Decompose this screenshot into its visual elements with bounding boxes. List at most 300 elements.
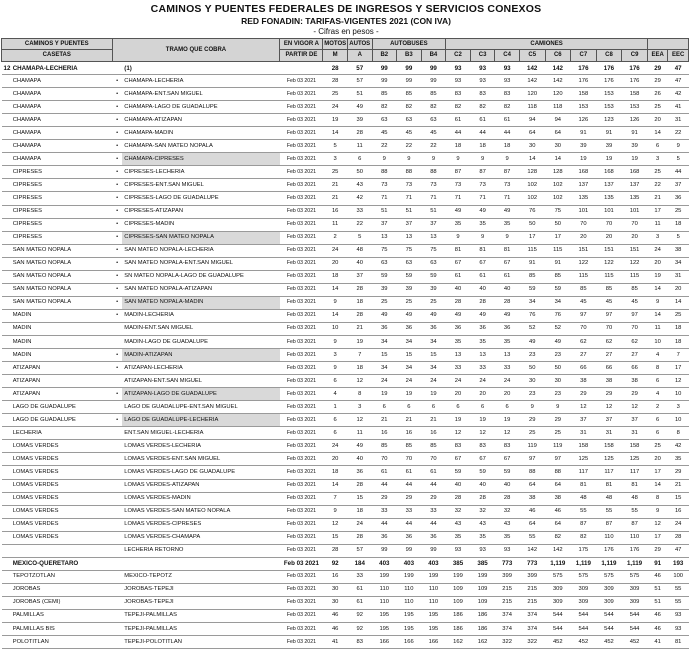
rate-a: 57 [347, 75, 372, 88]
rate-c7: 117 [571, 466, 597, 479]
rate-b2: 36 [372, 531, 397, 544]
rate-c3: 6 [470, 401, 495, 414]
rate-eea: 6 [647, 427, 667, 440]
rate-b4: 34 [421, 335, 446, 348]
header-c5: C5 [519, 50, 545, 62]
rate-eea: 25 [647, 440, 667, 453]
rate-b2: 166 [372, 636, 397, 649]
rate-a: 50 [347, 166, 372, 179]
row-mark [112, 505, 122, 518]
rate-m: 2 [323, 231, 348, 244]
rate-eec: 44 [668, 166, 689, 179]
rate-c6: 49 [545, 335, 571, 348]
caseta-name: JOROBAS (CEMI) [11, 596, 112, 609]
tramo-name: LOMAS VERDES-CIPRESES [122, 518, 280, 531]
row-number [2, 596, 11, 609]
effective-date: Feb 03 2021 [280, 283, 323, 296]
caseta-name: LOMAS VERDES [11, 453, 112, 466]
rate-eea: 11 [647, 322, 667, 335]
rate-c9: 70 [622, 218, 648, 231]
caseta-name: ATIZAPAN [11, 362, 112, 375]
table-row [2, 583, 689, 596]
rate-b3: 44 [397, 518, 422, 531]
rate-eea: 46 [647, 570, 667, 583]
rate-b2: 34 [372, 362, 397, 375]
row-number [2, 623, 11, 636]
row-number [2, 583, 11, 596]
rate-a: 83 [347, 636, 372, 649]
rate-eec: 29 [668, 466, 689, 479]
rate-m: 18 [323, 466, 348, 479]
caseta-name: CHAMAPA [11, 88, 112, 101]
caseta-name: SAN MATEO NOPALA [11, 244, 112, 257]
rate-c9: 101 [622, 205, 648, 218]
rate-c7: 31 [571, 427, 597, 440]
rate-a: 36 [347, 466, 372, 479]
rate-c6: 119 [545, 440, 571, 453]
rate-b4: 199 [421, 570, 446, 583]
effective-date: Feb 03 2021 [280, 296, 323, 309]
caseta-name: LAGO DE GUADALUPE [11, 401, 112, 414]
rate-b3: 51 [397, 205, 422, 218]
caseta-name: LOMAS VERDES [11, 492, 112, 505]
row-number [2, 231, 11, 244]
rate-eec: 5 [668, 153, 689, 166]
rate-b3: 88 [397, 166, 422, 179]
caseta-name: TEPOTZOTLAN [11, 570, 112, 583]
effective-date: Feb 03 2021 [280, 453, 323, 466]
rate-c9: 158 [622, 440, 648, 453]
rate-c2: 13 [446, 349, 471, 362]
row-mark: • [112, 362, 122, 375]
effective-date: Feb 03 2021 [280, 153, 323, 166]
rate-c7: 82 [571, 531, 597, 544]
rate-c8: 20 [596, 231, 622, 244]
rate-c4: 13 [495, 349, 520, 362]
row-number [2, 505, 11, 518]
header-camiones: CAMIONES [446, 39, 648, 50]
rate-c3: 67 [470, 257, 495, 270]
table-row [2, 466, 689, 479]
effective-date: Feb 03 2021 [280, 192, 323, 205]
rate-a: 61 [347, 583, 372, 596]
rate-c4: 49 [495, 205, 520, 218]
rate-m: 21 [323, 192, 348, 205]
rate-c3: 186 [470, 623, 495, 636]
rate-c3: 20 [470, 388, 495, 401]
rate-eec: 34 [668, 257, 689, 270]
table-row [2, 283, 689, 296]
rate-c5: 85 [519, 270, 545, 283]
rate-c7: 575 [571, 570, 597, 583]
caseta-name: LOMAS VERDES [11, 479, 112, 492]
table-row [2, 218, 689, 231]
rate-b2: 75 [372, 244, 397, 257]
rate-c7: 135 [571, 192, 597, 205]
rate-c4: 32 [495, 505, 520, 518]
rate-eec: 47 [668, 62, 689, 75]
rate-b2: 195 [372, 623, 397, 636]
rate-b4: 61 [421, 466, 446, 479]
row-mark: • [112, 218, 122, 231]
tramo-name: ATIZAPAN-LECHERIA [122, 362, 280, 375]
row-mark: • [112, 414, 122, 427]
rate-eec: 35 [668, 453, 689, 466]
rate-b3: 25 [397, 296, 422, 309]
rate-c9: 575 [622, 570, 648, 583]
rate-b4: 166 [421, 636, 446, 649]
caseta-name: LOMAS VERDES [11, 518, 112, 531]
header-autobuses: AUTOBUSES [372, 39, 446, 50]
rate-b3: 22 [397, 140, 422, 153]
rate-c2: 73 [446, 179, 471, 192]
rate-c3: 199 [470, 570, 495, 583]
rate-m: 18 [323, 270, 348, 283]
rate-b2: 44 [372, 479, 397, 492]
rate-c6: 115 [545, 244, 571, 257]
rate-b3: 24 [397, 375, 422, 388]
rate-c7: 45 [571, 296, 597, 309]
rate-c7: 309 [571, 596, 597, 609]
rate-c4: 43 [495, 518, 520, 531]
rate-b3: 70 [397, 453, 422, 466]
effective-date: Feb 03 2021 [280, 531, 323, 544]
rate-c5: 773 [519, 557, 545, 570]
header-c8: C8 [596, 50, 622, 62]
rate-c8: 81 [596, 479, 622, 492]
table-row [2, 427, 689, 440]
table-row [2, 140, 689, 153]
tramo-name: CHAMAPA-ENT.SAN MIGUEL [122, 88, 280, 101]
rate-b3: 36 [397, 531, 422, 544]
rate-c7: 176 [571, 75, 597, 88]
rate-c8: 66 [596, 362, 622, 375]
rate-eea: 22 [647, 179, 667, 192]
tramo-name: ENT.SAN MIGUEL-LECHERIA [122, 427, 280, 440]
header-b4: B4 [421, 50, 446, 62]
row-number [2, 414, 11, 427]
rate-m: 20 [323, 453, 348, 466]
tramo-name: MADIN-ATIZAPAN [122, 349, 280, 362]
tramo-name: TEPEJI-PALMILLAS [122, 623, 280, 636]
effective-date: Feb 03 2021 [280, 427, 323, 440]
rate-c5: 25 [519, 427, 545, 440]
rate-c7: 137 [571, 179, 597, 192]
rate-m: 9 [323, 335, 348, 348]
rate-b4: 34 [421, 362, 446, 375]
rate-c3: 35 [470, 335, 495, 348]
rate-eea: 3 [647, 153, 667, 166]
tramo-name: SAN MATEO NOPALA-ATIZAPAN [122, 283, 280, 296]
row-number [2, 518, 11, 531]
rate-b3: 63 [397, 257, 422, 270]
rate-c5: 128 [519, 166, 545, 179]
rate-c4: 374 [495, 623, 520, 636]
header-c4: C4 [495, 50, 520, 62]
rate-c8: 38 [596, 375, 622, 388]
rate-a: 22 [347, 218, 372, 231]
row-mark [112, 609, 122, 622]
rate-c4: 18 [495, 140, 520, 153]
rate-c8: 37 [596, 414, 622, 427]
rate-b4: 195 [421, 609, 446, 622]
rate-b4: 63 [421, 114, 446, 127]
effective-date: Feb 03 2021 [280, 466, 323, 479]
rate-m: 41 [323, 636, 348, 649]
rate-c5: 76 [519, 205, 545, 218]
row-number [2, 531, 11, 544]
rate-c6: 23 [545, 388, 571, 401]
rate-c6: 118 [545, 101, 571, 114]
row-number [2, 101, 11, 114]
rate-m: 3 [323, 349, 348, 362]
effective-date: Feb 03 2021 [280, 349, 323, 362]
rate-c5: 30 [519, 140, 545, 153]
rate-c7: 62 [571, 335, 597, 348]
rate-c4: 87 [495, 166, 520, 179]
tramo-name: JOROBAS-TEPEJI [122, 583, 280, 596]
rate-b2: 16 [372, 427, 397, 440]
rate-b2: 71 [372, 192, 397, 205]
rate-c8: 309 [596, 596, 622, 609]
rate-c9: 91 [622, 127, 648, 140]
caseta-name: SAN MATEO NOPALA [11, 296, 112, 309]
tramo-name: MEXICO-TEPOTZ [122, 570, 280, 583]
effective-date: Feb 03 2021 [280, 166, 323, 179]
row-mark [112, 401, 122, 414]
rate-b3: 44 [397, 479, 422, 492]
rate-c4: 35 [495, 335, 520, 348]
rate-c8: 70 [596, 322, 622, 335]
table-row [2, 636, 689, 649]
rate-c6: 91 [545, 257, 571, 270]
table-row [2, 296, 689, 309]
tramo-name [122, 557, 280, 570]
row-mark [112, 623, 122, 636]
rate-c4: 36 [495, 322, 520, 335]
row-number [2, 427, 11, 440]
rate-eea: 19 [647, 270, 667, 283]
rate-b2: 25 [372, 296, 397, 309]
rate-c3: 36 [470, 322, 495, 335]
rate-b2: 22 [372, 140, 397, 153]
rate-c6: 14 [545, 153, 571, 166]
rate-c9: 544 [622, 609, 648, 622]
rate-c9: 110 [622, 531, 648, 544]
rate-b4: 9 [421, 153, 446, 166]
effective-date: Feb 03 2021 [280, 479, 323, 492]
rate-c5: 17 [519, 231, 545, 244]
rate-eea: 4 [647, 349, 667, 362]
rate-c2: 18 [446, 140, 471, 153]
rate-b2: 99 [372, 75, 397, 88]
rate-b3: 85 [397, 440, 422, 453]
table-row [2, 518, 689, 531]
rate-c6: 38 [545, 492, 571, 505]
caseta-name: ATIZAPAN [11, 388, 112, 401]
rate-c6: 142 [545, 544, 571, 557]
rate-a: 49 [347, 101, 372, 114]
rate-a: 11 [347, 140, 372, 153]
effective-date: Feb 03 2021 [280, 557, 323, 570]
table-section-row [2, 557, 689, 570]
rate-m: 9 [323, 296, 348, 309]
rate-c8: 97 [596, 309, 622, 322]
row-number [2, 283, 11, 296]
rate-c2: 162 [446, 636, 471, 649]
rate-a: 21 [347, 322, 372, 335]
rate-c5: 64 [519, 479, 545, 492]
rate-c7: 87 [571, 518, 597, 531]
rate-eea: 91 [647, 557, 667, 570]
rate-a: 92 [347, 623, 372, 636]
rate-b3: 61 [397, 466, 422, 479]
rate-eec: 7 [668, 349, 689, 362]
rate-c7: 151 [571, 244, 597, 257]
rate-c8: 115 [596, 270, 622, 283]
row-number [2, 453, 11, 466]
rate-c8: 62 [596, 335, 622, 348]
caseta-name: CHAMAPA [11, 127, 112, 140]
rate-c4: 71 [495, 192, 520, 205]
rate-c7: 85 [571, 283, 597, 296]
rate-a: 18 [347, 505, 372, 518]
rate-c9: 31 [622, 427, 648, 440]
rate-c5: 91 [519, 257, 545, 270]
rate-b3: 195 [397, 609, 422, 622]
header-m: M [323, 50, 348, 62]
rate-c5: 55 [519, 531, 545, 544]
tramo-name: CHAMAPA-LECHERIA [122, 75, 280, 88]
rate-c8: 153 [596, 101, 622, 114]
rate-m: 11 [323, 218, 348, 231]
table-row [2, 349, 689, 362]
row-mark [112, 531, 122, 544]
rate-c9: 125 [622, 453, 648, 466]
rate-c3: 61 [470, 270, 495, 283]
rate-c4: 773 [495, 557, 520, 570]
rate-eea: 17 [647, 466, 667, 479]
rate-c6: 309 [545, 583, 571, 596]
rate-b2: 37 [372, 218, 397, 231]
rate-c2: 35 [446, 531, 471, 544]
toll-rates-table [1, 38, 689, 649]
rate-b4: 37 [421, 218, 446, 231]
rate-c9: 126 [622, 114, 648, 127]
rate-c3: 385 [470, 557, 495, 570]
rate-c9: 62 [622, 335, 648, 348]
tramo-name: SAN MATEO NOPALA-ENT.SAN MIGUEL [122, 257, 280, 270]
rate-m: 24 [323, 440, 348, 453]
rate-c6: 85 [545, 270, 571, 283]
rate-c3: 35 [470, 218, 495, 231]
caseta-name: CIPRESES [11, 179, 112, 192]
row-number [2, 335, 11, 348]
rate-c6: 82 [545, 531, 571, 544]
rate-b2: 36 [372, 322, 397, 335]
rate-m: 4 [323, 388, 348, 401]
rate-b3: 34 [397, 362, 422, 375]
rate-c6: 25 [545, 427, 571, 440]
rate-c7: 125 [571, 453, 597, 466]
rate-c8: 176 [596, 62, 622, 75]
caseta-name: MADIN [11, 322, 112, 335]
rate-c9: 55 [622, 505, 648, 518]
rate-b3: 403 [397, 557, 422, 570]
rate-c8: 45 [596, 296, 622, 309]
rate-c2: 9 [446, 231, 471, 244]
caseta-name: CIPRESES [11, 231, 112, 244]
table-row [2, 544, 689, 557]
rate-a: 39 [347, 114, 372, 127]
rate-c2: 59 [446, 466, 471, 479]
rate-a: 18 [347, 296, 372, 309]
rate-c4: 322 [495, 636, 520, 649]
rate-b2: 44 [372, 518, 397, 531]
rate-c6: 34 [545, 296, 571, 309]
effective-date: Feb 03 2021 [280, 335, 323, 348]
rate-c6: 452 [545, 636, 571, 649]
row-mark: • [112, 127, 122, 140]
rate-c3: 35 [470, 531, 495, 544]
rate-eec: 8 [668, 427, 689, 440]
rate-c8: 176 [596, 75, 622, 88]
table-row [2, 231, 689, 244]
table-row [2, 309, 689, 322]
tramo-name: MADIN-LECHERIA [122, 309, 280, 322]
rate-b3: 71 [397, 192, 422, 205]
table-row [2, 88, 689, 101]
rate-c4: 83 [495, 88, 520, 101]
rate-b3: 166 [397, 636, 422, 649]
rate-eea: 12 [647, 518, 667, 531]
rate-c3: 83 [470, 440, 495, 453]
table-row [2, 179, 689, 192]
rate-a: 51 [347, 88, 372, 101]
row-number [2, 153, 11, 166]
rate-c4: 35 [495, 218, 520, 231]
rate-b2: 15 [372, 349, 397, 362]
caseta-name: MADIN [11, 309, 112, 322]
rate-c7: 37 [571, 414, 597, 427]
rate-c2: 109 [446, 583, 471, 596]
rate-c4: 67 [495, 257, 520, 270]
rate-c8: 1,119 [596, 557, 622, 570]
row-mark: • [112, 166, 122, 179]
caseta-name: SAN MATEO NOPALA [11, 257, 112, 270]
caseta-name: MEXICO-QUERETARO [11, 557, 112, 570]
rate-c5: 215 [519, 596, 545, 609]
caseta-name: SAN MATEO NOPALA [11, 283, 112, 296]
rate-c9: 176 [622, 62, 648, 75]
rate-b2: 195 [372, 609, 397, 622]
rate-m: 25 [323, 88, 348, 101]
rate-c6: 30 [545, 140, 571, 153]
rate-c4: 215 [495, 596, 520, 609]
rate-b3: 75 [397, 244, 422, 257]
caseta-name: LOMAS VERDES [11, 466, 112, 479]
rate-c4: 40 [495, 479, 520, 492]
row-number [2, 322, 11, 335]
rate-c2: 385 [446, 557, 471, 570]
caseta-name: MADIN [11, 335, 112, 348]
rate-m: 24 [323, 101, 348, 114]
rate-a: 12 [347, 375, 372, 388]
rate-c7: 70 [571, 218, 597, 231]
rate-m: 21 [323, 179, 348, 192]
row-mark [112, 466, 122, 479]
rate-eea: 17 [647, 531, 667, 544]
